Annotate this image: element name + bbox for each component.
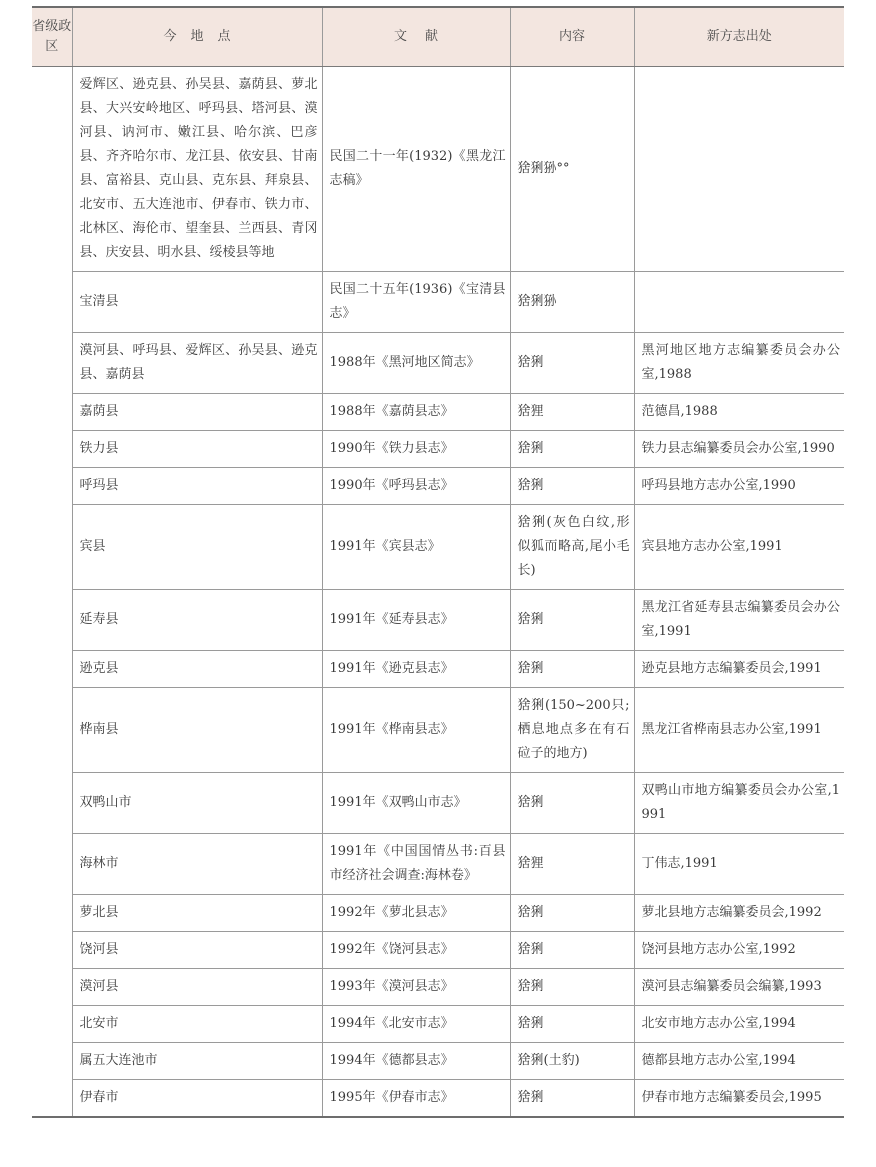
source-cell: 德都县地方志办公室,1994 (634, 1043, 844, 1080)
content-cell: 猞猁 (510, 895, 634, 932)
content-cell: 猞猁(150~200只;栖息地点多在有石砬子的地方) (510, 688, 634, 773)
literature-cell: 1988年《黑河地区简志》 (322, 333, 510, 394)
location-cell: 饶河县 (72, 932, 322, 969)
header-content: 内容 (510, 7, 634, 67)
location-cell: 海林市 (72, 834, 322, 895)
literature-cell: 1991年《宾县志》 (322, 505, 510, 590)
source-cell: 宾县地方志办公室,1991 (634, 505, 844, 590)
table-row (32, 505, 844, 590)
location-cell: 铁力县 (72, 431, 322, 468)
literature-cell: 1992年《萝北县志》 (322, 895, 510, 932)
content-cell: 猞猁 (510, 333, 634, 394)
header-location: 今地点 (72, 7, 322, 67)
location-cell: 爱辉区、逊克县、孙吴县、嘉荫县、萝北县、大兴安岭地区、呼玛县、塔河县、漠河县、讷河市、嫩江县、哈尔滨、巴彦县、齐齐哈尔市、龙江县、依安县、甘南县、富裕县、克山县、克东县、拜泉县、北安市、五大连池市、伊春市、铁力市、北林区、海伦市、望奎县、兰西县、青冈县、庆安县、明水县、绥棱县等地 (72, 67, 322, 272)
location-cell: 宝清县 (72, 272, 322, 333)
table-row (32, 1006, 844, 1043)
location-cell: 北安市 (72, 1006, 322, 1043)
location-cell: 属五大连池市 (72, 1043, 322, 1080)
table-row (32, 431, 844, 468)
literature-cell: 1994年《德都县志》 (322, 1043, 510, 1080)
header-province: 省级政区 (32, 7, 72, 67)
location-cell: 逊克县 (72, 651, 322, 688)
source-cell: 黑龙江省桦南县志办公室,1991 (634, 688, 844, 773)
table-row (32, 272, 844, 333)
source-cell: 丁伟志,1991 (634, 834, 844, 895)
location-cell: 宾县 (72, 505, 322, 590)
content-cell: 猞猁狲°° (510, 67, 634, 272)
table-row (32, 333, 844, 394)
content-cell: 猞猁 (510, 932, 634, 969)
location-cell: 桦南县 (72, 688, 322, 773)
literature-cell: 1991年《双鸭山市志》 (322, 773, 510, 834)
source-cell (634, 272, 844, 333)
table-row (32, 834, 844, 895)
content-cell: 猞猁 (510, 590, 634, 651)
literature-cell: 1990年《铁力县志》 (322, 431, 510, 468)
literature-cell: 1992年《饶河县志》 (322, 932, 510, 969)
table-row (32, 895, 844, 932)
table-row (32, 688, 844, 773)
table-row (32, 1080, 844, 1118)
source-cell: 饶河县地方志办公室,1992 (634, 932, 844, 969)
content-cell: 猞猁 (510, 1080, 634, 1118)
location-cell: 萝北县 (72, 895, 322, 932)
literature-cell: 1991年《逊克县志》 (322, 651, 510, 688)
content-cell: 猞猁狲 (510, 272, 634, 333)
table-row (32, 1043, 844, 1080)
location-cell: 延寿县 (72, 590, 322, 651)
location-cell: 嘉荫县 (72, 394, 322, 431)
content-cell: 猞猁 (510, 468, 634, 505)
literature-cell: 1991年《桦南县志》 (322, 688, 510, 773)
table-header-row (32, 7, 844, 67)
literature-cell: 1991年《延寿县志》 (322, 590, 510, 651)
table-body (32, 67, 844, 1118)
literature-cell: 1993年《漠河县志》 (322, 969, 510, 1006)
location-cell: 伊春市 (72, 1080, 322, 1118)
content-cell: 猞猁 (510, 431, 634, 468)
header-source: 新方志出处 (634, 7, 844, 67)
table-row (32, 773, 844, 834)
location-cell: 双鸭山市 (72, 773, 322, 834)
table-row (32, 932, 844, 969)
content-cell: 猞猁 (510, 651, 634, 688)
literature-cell: 民国二十五年(1936)《宝清县志》 (322, 272, 510, 333)
location-cell: 漠河县、呼玛县、爱辉区、孙吴县、逊克县、嘉荫县 (72, 333, 322, 394)
table-row (32, 468, 844, 505)
literature-cell: 1991年《中国国情丛书:百县市经济社会调查:海林卷》 (322, 834, 510, 895)
source-cell: 黑河地区地方志编纂委员会办公室,1988 (634, 333, 844, 394)
location-cell: 呼玛县 (72, 468, 322, 505)
province-cell (32, 67, 72, 1118)
records-table (32, 6, 844, 1118)
literature-cell: 1988年《嘉荫县志》 (322, 394, 510, 431)
source-cell: 双鸭山市地方编纂委员会办公室,1991 (634, 773, 844, 834)
source-cell: 呼玛县地方志办公室,1990 (634, 468, 844, 505)
content-cell: 猞猁 (510, 1006, 634, 1043)
table-row (32, 969, 844, 1006)
table-row (32, 67, 844, 272)
literature-cell: 1994年《北安市志》 (322, 1006, 510, 1043)
source-cell: 铁力县志编纂委员会办公室,1990 (634, 431, 844, 468)
source-cell: 逊克县地方志编纂委员会,1991 (634, 651, 844, 688)
content-cell: 猞猁 (510, 969, 634, 1006)
content-cell: 猞狸 (510, 394, 634, 431)
literature-cell: 1995年《伊春市志》 (322, 1080, 510, 1118)
table-row (32, 590, 844, 651)
table-row (32, 651, 844, 688)
content-cell: 猞猁 (510, 773, 634, 834)
content-cell: 猞狸 (510, 834, 634, 895)
content-cell: 猞猁(土豹) (510, 1043, 634, 1080)
source-cell (634, 67, 844, 272)
source-cell: 黑龙江省延寿县志编纂委员会办公室,1991 (634, 590, 844, 651)
source-cell: 伊春市地方志编纂委员会,1995 (634, 1080, 844, 1118)
literature-cell: 1990年《呼玛县志》 (322, 468, 510, 505)
location-cell: 漠河县 (72, 969, 322, 1006)
literature-cell: 民国二十一年(1932)《黑龙江志稿》 (322, 67, 510, 272)
source-cell: 漠河县志编纂委员会编纂,1993 (634, 969, 844, 1006)
table-row (32, 394, 844, 431)
header-literature: 文献 (322, 7, 510, 67)
content-cell: 猞猁(灰色白纹,形似狐而略高,尾小毛长) (510, 505, 634, 590)
source-cell: 萝北县地方志编纂委员会,1992 (634, 895, 844, 932)
source-cell: 范德昌,1988 (634, 394, 844, 431)
source-cell: 北安市地方志办公室,1994 (634, 1006, 844, 1043)
